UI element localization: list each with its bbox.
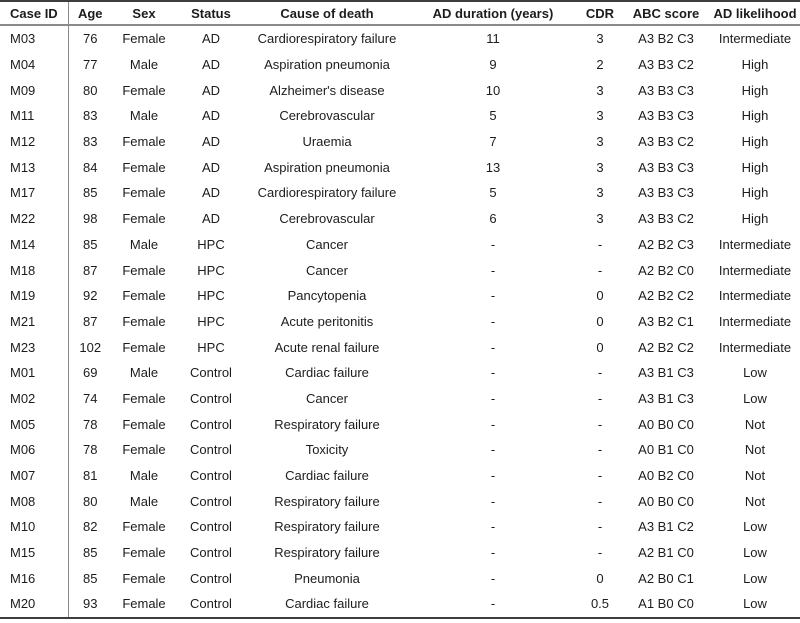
cell-ad_duration: -: [490, 596, 496, 612]
cell-cause_of_death: Alzheimer's disease: [269, 82, 385, 98]
cell-sex: Female: [122, 545, 166, 561]
cell-case_id: M22: [0, 206, 68, 232]
cell-ad_duration: -: [490, 519, 496, 535]
column-header-age: Age: [68, 1, 112, 25]
cell-ad_duration: 10: [485, 82, 501, 98]
cell-abc_score: A0 B2 C0: [638, 468, 694, 484]
cell-age: 92: [83, 288, 98, 304]
table-row-m21: [0, 309, 800, 335]
cell-cdr: 0.5: [590, 596, 610, 612]
cell-status: Control: [190, 570, 232, 586]
cell-case_id: M09: [0, 77, 68, 103]
cell-status: HPC: [197, 313, 225, 329]
cell-ad_duration: 7: [489, 134, 497, 150]
cell-ad_likelihood: Low: [743, 390, 767, 406]
cell-cdr: -: [597, 416, 603, 432]
cell-abc_score: A2 B2 C3: [638, 236, 694, 252]
cell-case_id: M18: [0, 257, 68, 283]
cell-abc_score: A2 B2 C2: [638, 288, 694, 304]
cell-cdr: 3: [596, 108, 604, 124]
cell-status: Control: [190, 596, 232, 612]
cell-abc_score: A0 B1 C0: [638, 442, 694, 458]
cell-status: HPC: [197, 262, 225, 278]
cell-cdr: 3: [596, 82, 604, 98]
cell-age: 87: [83, 262, 98, 278]
cell-sex: Female: [122, 390, 166, 406]
table-row-m15: [0, 540, 800, 566]
cell-sex: Female: [122, 570, 166, 586]
cell-case_id: M21: [0, 309, 68, 335]
cell-age: 85: [83, 236, 98, 252]
cell-cdr: -: [597, 236, 603, 252]
cell-abc_score: A3 B3 C3: [638, 82, 694, 98]
cell-case_id: M10: [0, 514, 68, 540]
cell-cause_of_death: Cerebrovascular: [279, 108, 375, 124]
cell-abc_score: A3 B2 C1: [638, 313, 694, 329]
cell-sex: Female: [122, 339, 166, 355]
cell-case_id: M01: [0, 360, 68, 386]
cell-status: Control: [190, 545, 232, 561]
cell-age: 77: [83, 57, 98, 73]
cell-ad_likelihood: Not: [744, 468, 766, 484]
cell-ad_duration: -: [490, 545, 496, 561]
cell-cause_of_death: Aspiration pneumonia: [264, 159, 390, 175]
cell-cause_of_death: Cardiorespiratory failure: [257, 31, 397, 47]
table-row-m09: [0, 77, 800, 103]
cell-ad_duration: -: [490, 468, 496, 484]
table-row-m07: [0, 463, 800, 489]
cell-status: HPC: [197, 236, 225, 252]
cell-ad_likelihood: Not: [744, 442, 766, 458]
cell-cdr: -: [597, 442, 603, 458]
cell-ad_duration: -: [490, 416, 496, 432]
cell-status: AD: [201, 159, 221, 175]
cell-ad_likelihood: Intermediate: [718, 236, 792, 252]
cell-age: 85: [83, 545, 98, 561]
cell-status: AD: [201, 108, 221, 124]
cell-ad_likelihood: High: [741, 211, 769, 227]
cell-sex: Male: [129, 365, 159, 381]
column-header-ad_likelihood: AD likelihood: [710, 1, 800, 25]
cell-cdr: -: [597, 468, 603, 484]
header-row: [0, 1, 800, 25]
cell-cause_of_death: Cardiac failure: [285, 468, 369, 484]
cell-cdr: -: [597, 365, 603, 381]
cell-status: AD: [201, 82, 221, 98]
cell-case_id: M19: [0, 283, 68, 309]
table-row-m13: [0, 154, 800, 180]
table-row-m22: [0, 206, 800, 232]
cell-abc_score: A3 B3 C3: [638, 185, 694, 201]
cell-sex: Male: [129, 468, 159, 484]
cell-case_id: M13: [0, 154, 68, 180]
cell-cause_of_death: Cardiac failure: [285, 365, 369, 381]
cell-ad_duration: -: [490, 262, 496, 278]
cell-cause_of_death: Acute peritonitis: [280, 313, 374, 329]
cell-age: 83: [83, 134, 98, 150]
cell-case_id: M08: [0, 488, 68, 514]
cell-abc_score: A2 B1 C0: [638, 545, 694, 561]
cell-cdr: 3: [596, 159, 604, 175]
column-header-case_id: Case ID: [0, 1, 68, 25]
cell-cdr: -: [597, 519, 603, 535]
cell-age: 98: [83, 211, 98, 227]
table-row-m19: [0, 283, 800, 309]
cell-cause_of_death: Respiratory failure: [274, 493, 380, 509]
table-row-m11: [0, 103, 800, 129]
column-header-abc_score: ABC score: [622, 1, 710, 25]
cell-cdr: -: [597, 262, 603, 278]
cell-age: 74: [83, 390, 98, 406]
cell-status: Control: [190, 365, 232, 381]
table-row-m18: [0, 257, 800, 283]
cell-ad_likelihood: Low: [743, 596, 767, 612]
cell-abc_score: A3 B3 C2: [638, 211, 694, 227]
table-row-m04: [0, 52, 800, 78]
cell-case_id: M03: [0, 25, 68, 52]
cell-ad_likelihood: Intermediate: [718, 339, 792, 355]
cell-age: 69: [83, 365, 98, 381]
cell-status: Control: [190, 416, 232, 432]
cell-status: AD: [201, 134, 221, 150]
cell-cdr: 3: [596, 211, 604, 227]
cell-status: HPC: [197, 288, 225, 304]
cell-case_id: M16: [0, 565, 68, 591]
cell-case_id: M17: [0, 180, 68, 206]
table-row-m12: [0, 129, 800, 155]
cell-ad_likelihood: Not: [744, 416, 766, 432]
cell-sex: Male: [129, 236, 159, 252]
cell-sex: Female: [122, 159, 166, 175]
cell-age: 85: [83, 185, 98, 201]
cell-status: AD: [201, 31, 221, 47]
cell-cause_of_death: Cerebrovascular: [279, 211, 375, 227]
cell-ad_duration: -: [490, 365, 496, 381]
table-row-m14: [0, 232, 800, 258]
cell-cause_of_death: Cancer: [306, 262, 348, 278]
cell-cdr: 2: [596, 57, 604, 73]
cell-cdr: -: [597, 390, 603, 406]
cell-ad_likelihood: Not: [744, 493, 766, 509]
cell-sex: Female: [122, 416, 166, 432]
cell-age: 93: [83, 596, 98, 612]
cell-cause_of_death: Toxicity: [305, 442, 349, 458]
table-row-m06: [0, 437, 800, 463]
cell-sex: Female: [122, 31, 166, 47]
table-row-m16: [0, 565, 800, 591]
cell-status: Control: [190, 442, 232, 458]
cell-sex: Male: [129, 493, 159, 509]
cell-cdr: 0: [596, 313, 604, 329]
cell-case_id: M23: [0, 334, 68, 360]
cell-ad_likelihood: Low: [743, 519, 767, 535]
cell-ad_likelihood: High: [741, 159, 769, 175]
cell-abc_score: A0 B0 C0: [638, 493, 694, 509]
cell-sex: Female: [122, 211, 166, 227]
cell-ad_duration: -: [490, 339, 496, 355]
cell-ad_duration: -: [490, 493, 496, 509]
cell-sex: Male: [129, 108, 159, 124]
cell-cause_of_death: Respiratory failure: [274, 545, 380, 561]
cell-sex: Female: [122, 596, 166, 612]
cell-cdr: -: [597, 493, 603, 509]
cell-case_id: M11: [0, 103, 68, 129]
cell-cause_of_death: Respiratory failure: [274, 416, 380, 432]
table-row-m23: [0, 334, 800, 360]
table-row-m05: [0, 411, 800, 437]
cell-ad_likelihood: Intermediate: [718, 262, 792, 278]
column-header-status: Status: [176, 1, 246, 25]
cell-abc_score: A3 B1 C3: [638, 365, 694, 381]
cell-case_id: M12: [0, 129, 68, 155]
cell-sex: Female: [122, 134, 166, 150]
table-body: [0, 25, 800, 618]
cell-ad_likelihood: Low: [743, 545, 767, 561]
cell-age: 81: [83, 468, 98, 484]
cell-cause_of_death: Respiratory failure: [274, 519, 380, 535]
cell-case_id: M05: [0, 411, 68, 437]
cell-ad_likelihood: Low: [743, 570, 767, 586]
cell-cause_of_death: Cardiorespiratory failure: [257, 185, 397, 201]
table-header: [0, 1, 800, 25]
cell-status: HPC: [197, 339, 225, 355]
cell-ad_likelihood: Intermediate: [718, 313, 792, 329]
cell-age: 78: [83, 416, 98, 432]
cell-status: AD: [201, 211, 221, 227]
cell-case_id: M04: [0, 52, 68, 78]
cell-cause_of_death: Cancer: [306, 236, 348, 252]
cell-cdr: 0: [596, 570, 604, 586]
cell-ad_likelihood: High: [741, 57, 769, 73]
cell-case_id: M20: [0, 591, 68, 618]
table-row-m01: [0, 360, 800, 386]
cell-cause_of_death: Pneumonia: [294, 570, 360, 586]
cell-ad_duration: 9: [489, 57, 497, 73]
cell-sex: Female: [122, 442, 166, 458]
cell-age: 87: [83, 313, 98, 329]
table-row-m17: [0, 180, 800, 206]
column-header-cdr: CDR: [578, 1, 622, 25]
cell-ad_duration: 5: [489, 185, 497, 201]
cell-status: Control: [190, 468, 232, 484]
cell-cause_of_death: Uraemia: [302, 134, 352, 150]
table-row-m10: [0, 514, 800, 540]
cell-case_id: M07: [0, 463, 68, 489]
cell-abc_score: A3 B1 C2: [638, 519, 694, 535]
cell-cdr: 3: [596, 134, 604, 150]
cell-case_id: M15: [0, 540, 68, 566]
cell-cause_of_death: Acute renal failure: [274, 339, 380, 355]
cell-ad_duration: 11: [486, 31, 500, 47]
cell-age: 80: [83, 493, 98, 509]
cell-cdr: 0: [596, 339, 604, 355]
cell-ad_likelihood: Intermediate: [718, 31, 792, 47]
cell-abc_score: A0 B0 C0: [638, 416, 694, 432]
cell-case_id: M06: [0, 437, 68, 463]
cell-ad_duration: -: [490, 288, 496, 304]
column-header-cause_of_death: Cause of death: [246, 1, 408, 25]
cell-cause_of_death: Pancytopenia: [287, 288, 367, 304]
table-row-m20: [0, 591, 800, 618]
cell-status: Control: [190, 390, 232, 406]
cell-abc_score: A2 B0 C1: [638, 570, 694, 586]
cell-case_id: M14: [0, 232, 68, 258]
cell-age: 80: [83, 82, 98, 98]
table-row-m08: [0, 488, 800, 514]
cell-cdr: -: [597, 545, 603, 561]
cell-cause_of_death: Cancer: [306, 390, 348, 406]
cell-abc_score: A1 B0 C0: [638, 596, 694, 612]
cell-age: 84: [83, 159, 98, 175]
cell-abc_score: A3 B3 C2: [638, 134, 694, 150]
cell-age: 83: [83, 108, 98, 124]
column-header-ad_duration: AD duration (years): [408, 1, 578, 25]
cell-ad_duration: -: [490, 570, 496, 586]
cell-sex: Female: [122, 519, 166, 535]
cell-abc_score: A3 B3 C3: [638, 159, 694, 175]
cell-sex: Female: [122, 288, 166, 304]
cell-abc_score: A3 B3 C2: [638, 57, 694, 73]
cell-sex: Female: [122, 185, 166, 201]
table-row-m02: [0, 386, 800, 412]
cell-case_id: M02: [0, 386, 68, 412]
cell-abc_score: A3 B1 C3: [638, 390, 694, 406]
cell-ad_duration: 5: [489, 108, 497, 124]
cell-abc_score: A3 B2 C3: [638, 31, 694, 47]
cell-sex: Female: [122, 262, 166, 278]
cell-cdr: 0: [596, 288, 604, 304]
table-row-m03: [0, 25, 800, 52]
cell-cause_of_death: Cardiac failure: [285, 596, 369, 612]
cell-ad_duration: -: [490, 390, 496, 406]
cell-ad_duration: -: [490, 313, 496, 329]
column-header-sex: Sex: [112, 1, 176, 25]
cell-ad_duration: -: [490, 236, 496, 252]
cell-abc_score: A2 B2 C2: [638, 339, 694, 355]
cell-sex: Male: [129, 57, 159, 73]
cell-sex: Female: [122, 82, 166, 98]
cell-sex: Female: [122, 313, 166, 329]
cell-status: Control: [190, 493, 232, 509]
cell-ad_likelihood: Low: [743, 365, 767, 381]
cell-age: 82: [83, 519, 98, 535]
cell-age: 102: [79, 339, 102, 355]
cell-ad_likelihood: High: [741, 108, 769, 124]
cell-abc_score: A2 B2 C0: [638, 262, 694, 278]
cell-abc_score: A3 B3 C3: [638, 108, 694, 124]
cell-ad_duration: -: [490, 442, 496, 458]
cell-ad_likelihood: High: [741, 134, 769, 150]
cell-cdr: 3: [596, 31, 604, 47]
cell-status: Control: [190, 519, 232, 535]
cell-cause_of_death: Aspiration pneumonia: [264, 57, 390, 73]
cell-ad_likelihood: High: [741, 185, 769, 201]
cell-ad_duration: 6: [489, 211, 497, 227]
cell-status: AD: [201, 57, 221, 73]
cell-ad_duration: 13: [485, 159, 501, 175]
cell-ad_likelihood: Intermediate: [718, 288, 792, 304]
cell-age: 78: [83, 442, 98, 458]
cell-cdr: 3: [596, 185, 604, 201]
cell-age: 85: [83, 570, 98, 586]
cell-ad_likelihood: High: [741, 82, 769, 98]
cell-status: AD: [201, 185, 221, 201]
cell-age: 76: [83, 31, 98, 47]
